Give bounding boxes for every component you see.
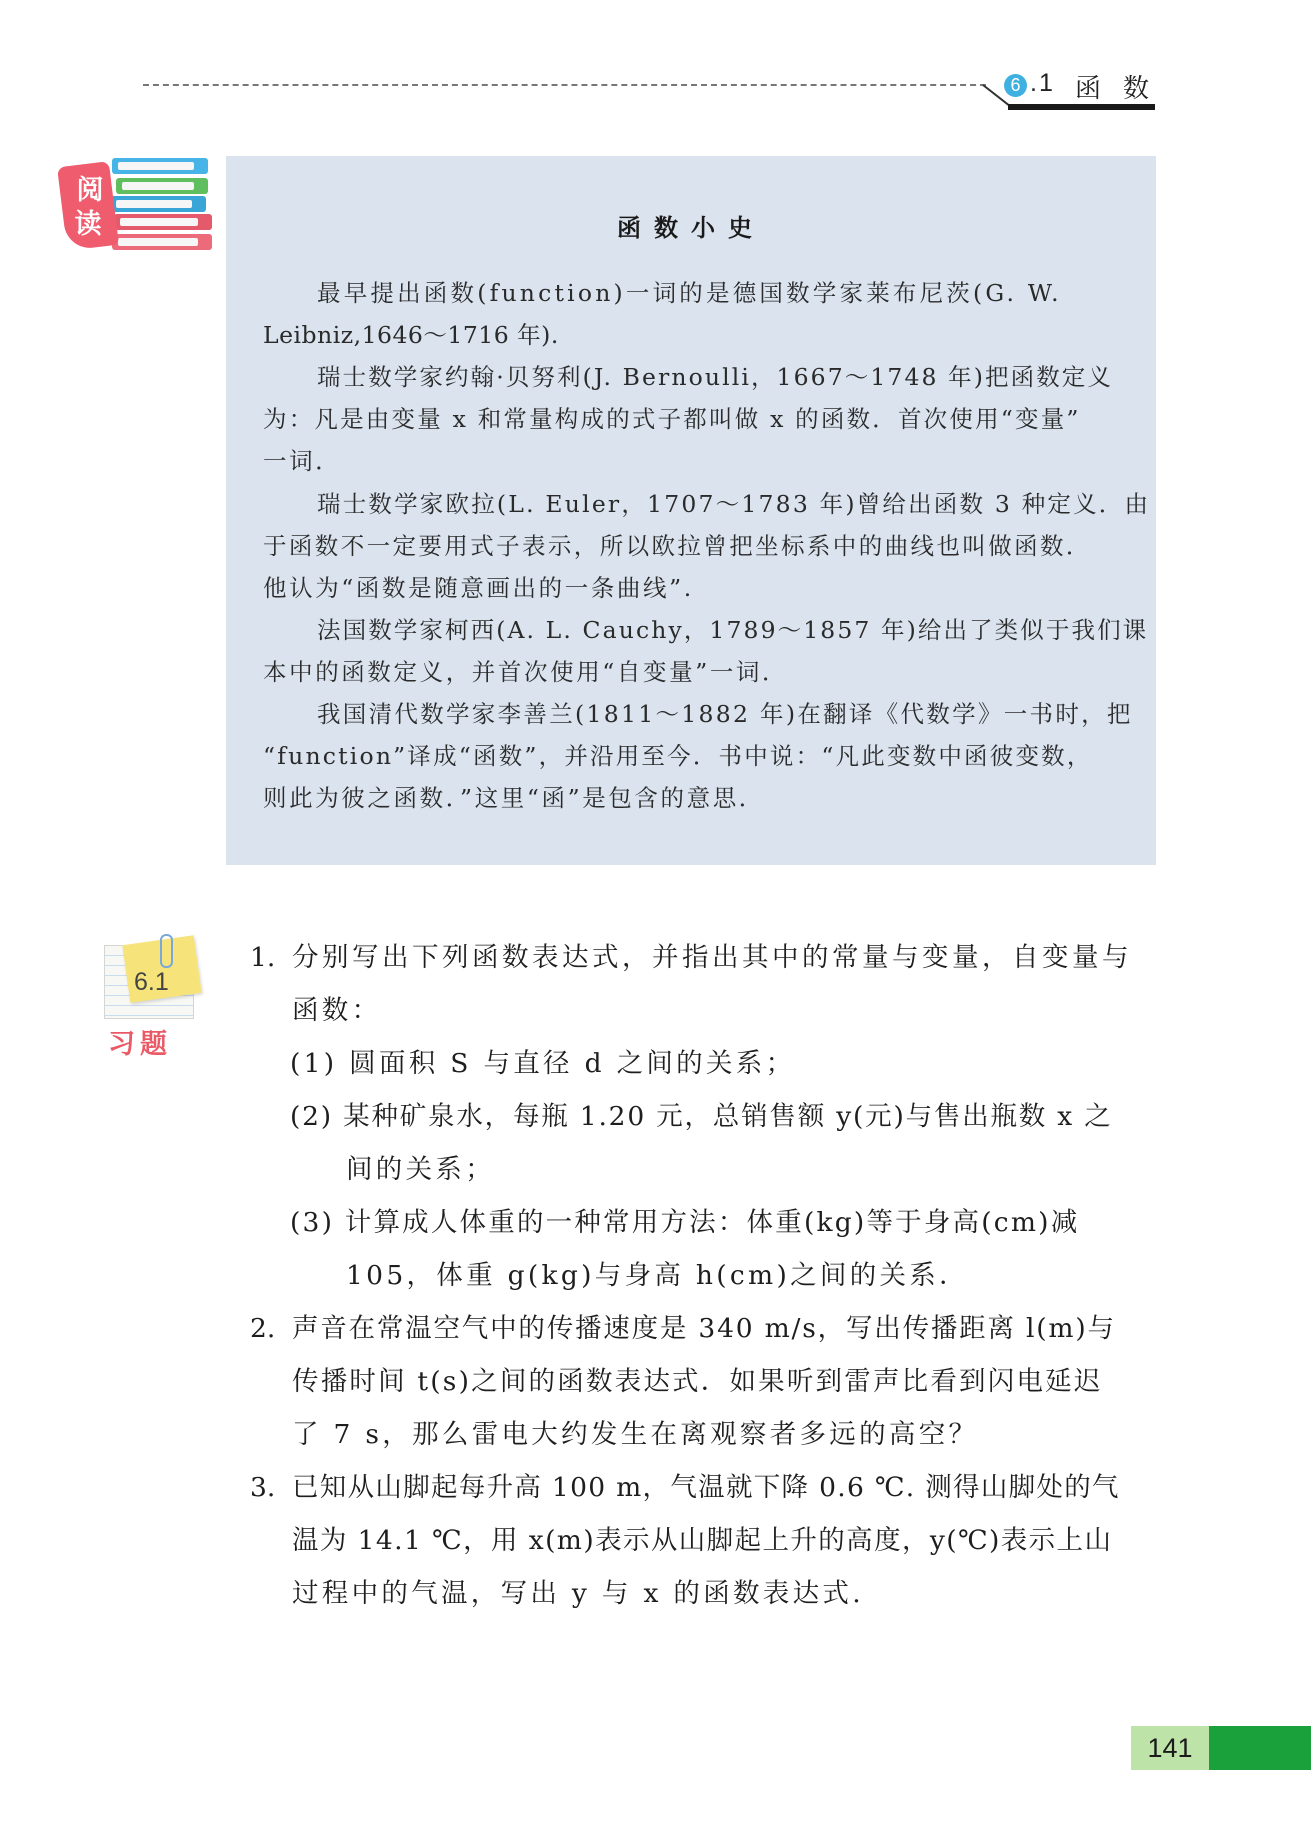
section-number-badge: 6 <box>1004 74 1027 97</box>
exercise-line: (3) 计算成人体重的一种常用方法：体重(kg)等于身高(cm)减 <box>290 1207 1080 1238</box>
paperclip-icon <box>160 934 173 968</box>
reading-line: 瑞士数学家约翰·贝努利(J. Bernoulli，1667～1748 年)把函数定义 <box>317 363 1113 391</box>
page-number-bar <box>1209 1726 1311 1770</box>
exercise-number: 1. <box>250 942 276 973</box>
exercise-line: (2) 某种矿泉水，每瓶 1.20 元，总销售额 y(元)与售出瓶数 x 之 <box>290 1101 1113 1132</box>
exercise-line: 传播时间 t(s)之间的函数表达式．如果听到雷声比看到闪电延迟 <box>292 1366 1103 1397</box>
exercise-line: 间的关系； <box>346 1154 495 1185</box>
reading-line: 则此为彼之函数．”这里“函”是包含的意思． <box>263 784 765 812</box>
exercise-number: 3. <box>250 1472 276 1503</box>
exercise-line: (1) 圆面积 S 与直径 d 之间的关系； <box>290 1048 796 1079</box>
reading-line: “function”译成“函数”，并沿用至今．书中说：“凡此变数中函彼变数， <box>263 742 1093 770</box>
reading-line: 瑞士数学家欧拉(L. Euler，1707～1783 年)曾给出函数 3 种定义．由 <box>317 490 1151 518</box>
exercise-line: 函数： <box>292 995 382 1026</box>
reading-line: 一词． <box>263 447 342 475</box>
book-icon <box>114 214 212 230</box>
reading-title: 函数小史 <box>617 214 765 242</box>
exercise-line: 过程中的气温，写出 y 与 x 的函数表达式. <box>292 1578 864 1609</box>
exercise-line: 声音在常温空气中的传播速度是 340 m/s，写出传播距离 l(m)与 <box>292 1313 1116 1344</box>
reading-label-char: 阅 <box>76 175 104 206</box>
exercise-badge-label: 习题 <box>108 1029 172 1060</box>
reading-line: 法国数学家柯西(A. L. Cauchy，1789～1857 年)给出了类似于我们课 <box>317 616 1149 644</box>
reading-line: 于函数不一定要用式子表示，所以欧拉曾把坐标系中的曲线也叫做函数． <box>263 532 1092 560</box>
reading-line: 他认为“函数是随意画出的一条曲线”. <box>263 574 694 602</box>
reading-label-char: 读 <box>74 209 102 240</box>
book-icon <box>112 234 212 250</box>
section-title: 函数 <box>1075 74 1172 104</box>
exercise-line: 105，体重 g(kg)与身高 h(cm)之间的关系． <box>346 1260 969 1291</box>
exercise-line: 了 7 s，那么雷电大约发生在离观察者多远的高空？ <box>292 1419 979 1450</box>
header-dashed-rule <box>143 84 986 86</box>
exercise-line: 已知从山脚起每升高 100 m，气温就下降 0.6 ℃. 测得山脚处的气 <box>292 1472 1120 1503</box>
section-number-suffix: .1 <box>1030 69 1055 97</box>
reading-line: Leibniz,1646～1716 年). <box>263 321 559 349</box>
reading-badge <box>62 150 212 255</box>
page-number: 141 <box>1131 1726 1209 1770</box>
reading-line: 我国清代数学家李善兰(1811～1882 年)在翻译《代数学》一书时，把 <box>317 700 1133 728</box>
exercise-line: 温为 14.1 ℃，用 x(m)表示从山脚起上升的高度，y(℃)表示上山 <box>292 1525 1113 1556</box>
exercise-line: 分别写出下列函数表达式，并指出其中的常量与变量，自变量与 <box>292 942 1132 973</box>
book-icon <box>112 158 208 174</box>
reading-line: 最早提出函数(function)一词的是德国数学家莱布尼茨(G. W. <box>317 279 1062 307</box>
book-icon <box>116 178 208 194</box>
exercise-number: 2. <box>250 1313 276 1344</box>
exercise-badge-number: 6.1 <box>134 968 169 996</box>
book-icon <box>110 196 206 212</box>
reading-line: 为：凡是由变量 x 和常量构成的式子都叫做 x 的函数．首次使用“变量” <box>263 405 1081 433</box>
reading-line: 本中的函数定义，并首次使用“自变量”一词． <box>263 658 789 686</box>
